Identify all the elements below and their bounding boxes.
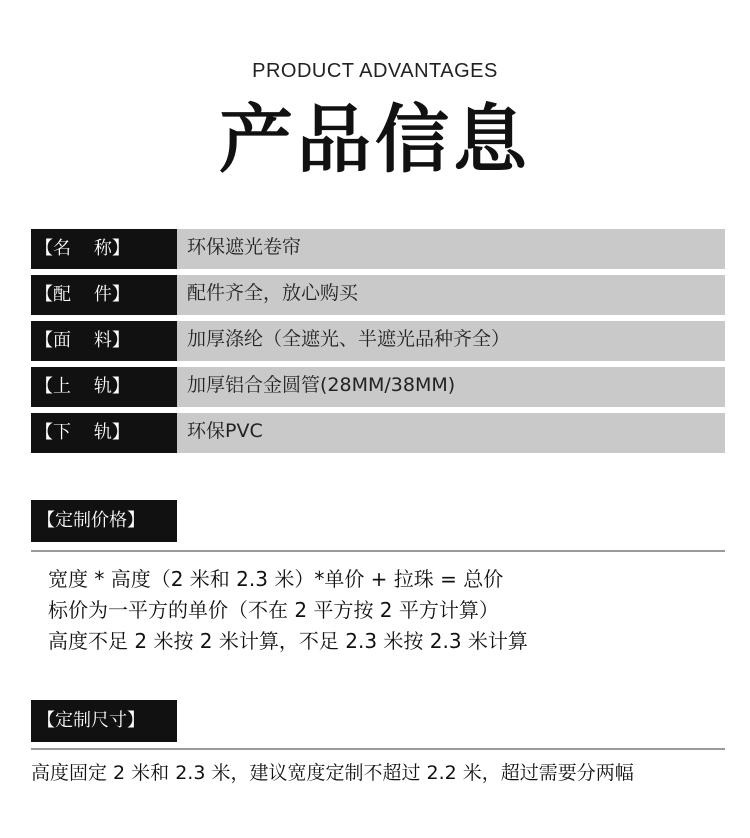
pricing-notes (48, 564, 728, 657)
pricing-section-tag: 【定制价格】 (31, 500, 177, 542)
spec-label: 【名 称】 (31, 229, 177, 269)
spec-value: 环保遮光卷帘 (177, 229, 725, 269)
spec-label: 【下 轨】 (31, 413, 177, 453)
spec-row-accessories (31, 275, 725, 315)
spec-value: 加厚铝合金圆管(28MM/38MM) (177, 367, 725, 407)
page-title: 产品信息 (219, 97, 531, 183)
spec-label: 【配 件】 (31, 275, 177, 315)
spec-label: 【面 料】 (31, 321, 177, 361)
spec-value: 配件齐全，放心购买 (177, 275, 725, 315)
spec-row-top-rail (31, 367, 725, 407)
spec-row-bottom-rail (31, 413, 725, 453)
spec-value: 加厚涤纶（全遮光、半遮光品种齐全） (177, 321, 725, 361)
sizing-section-tag: 【定制尺寸】 (31, 700, 177, 742)
spec-row-fabric (31, 321, 725, 361)
spec-row-name (31, 229, 725, 269)
sizing-note: 高度固定 2 米和 2.3 米，建议宽度定制不超过 2.2 米，超过需要分两幅 (31, 762, 634, 784)
spec-value: 环保PVC (177, 413, 725, 453)
spec-label: 【上 轨】 (31, 367, 177, 407)
pricing-divider (31, 550, 725, 552)
page-subtitle: PRODUCT ADVANTAGES (252, 60, 498, 82)
pricing-line: 宽度 * 高度（2 米和 2.3 米）*单价 + 拉珠 = 总价 (48, 567, 504, 591)
pricing-line: 高度不足 2 米按 2 米计算，不足 2.3 米按 2.3 米计算 (48, 629, 528, 653)
pricing-line: 标价为一平方的单价（不在 2 平方按 2 平方计算） (48, 598, 499, 622)
sizing-divider (31, 748, 725, 750)
